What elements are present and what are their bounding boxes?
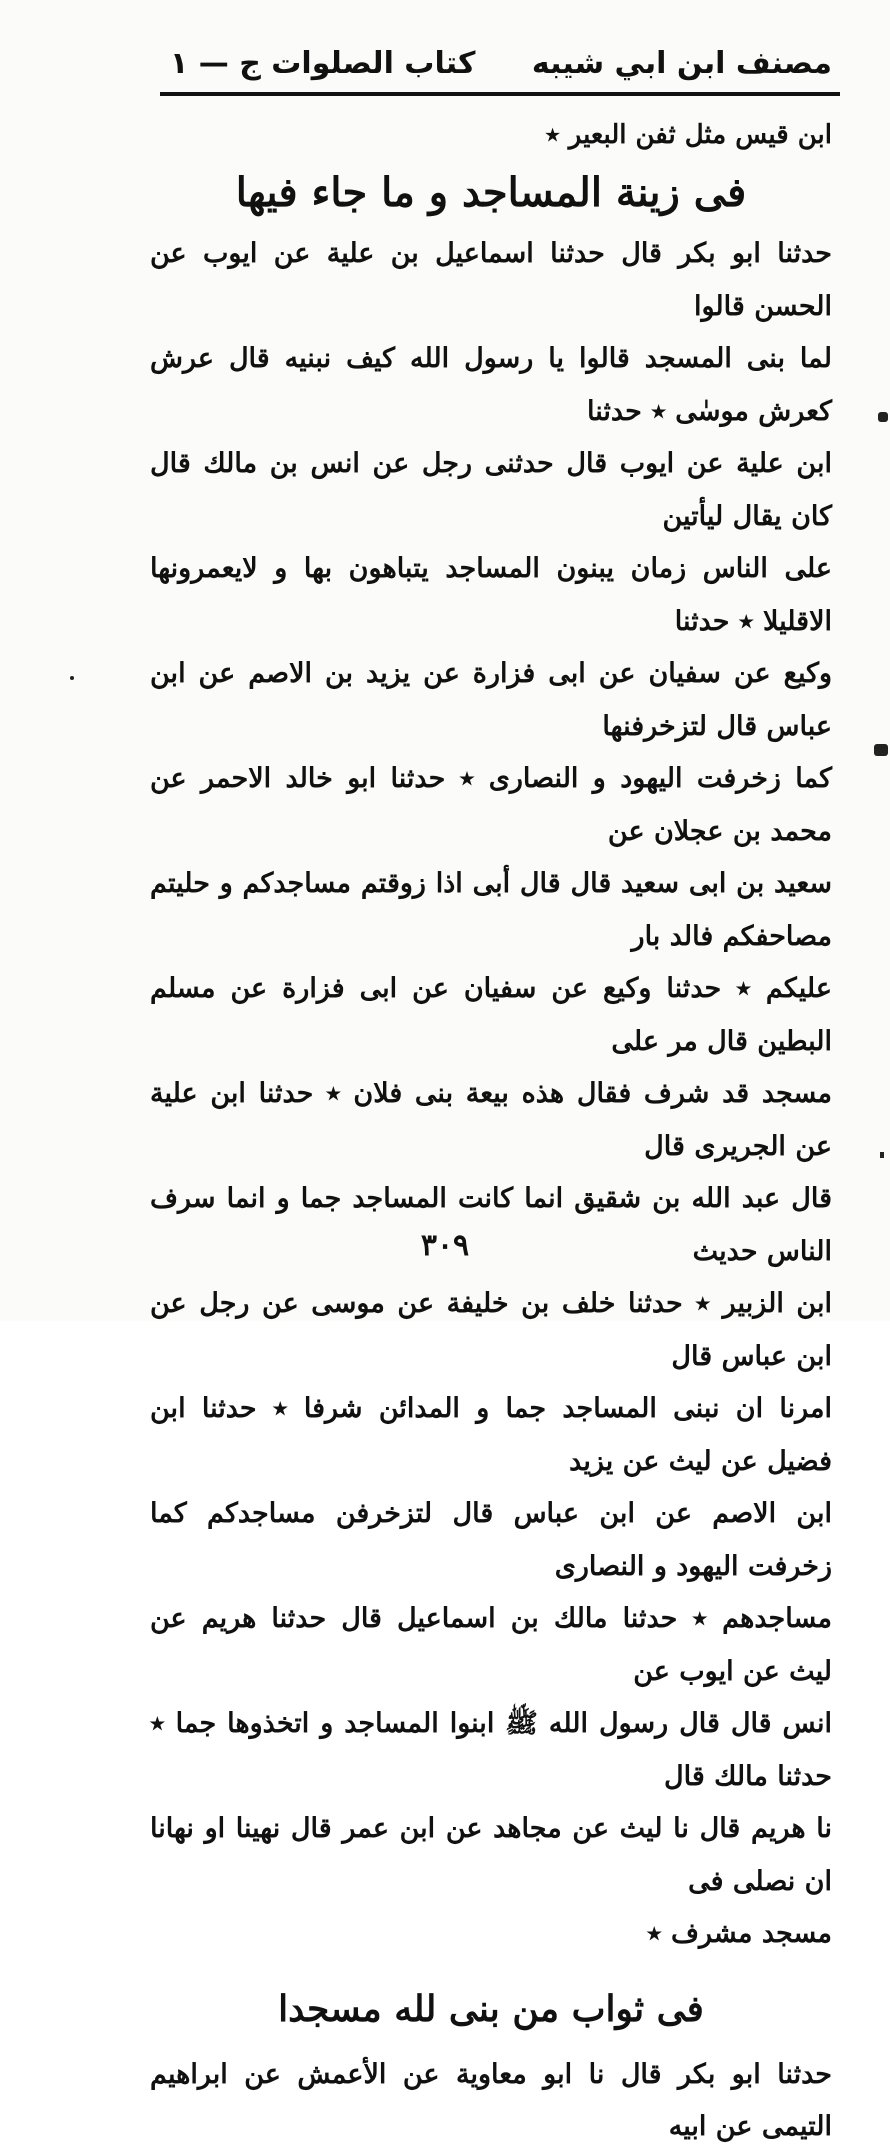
running-title: مصنف ابن ابي شيبه (531, 46, 832, 81)
chapter-heading: فى زينة المساجد و ما جاء فيها (235, 169, 747, 216)
scan-speck (874, 744, 888, 756)
text-line: لما بنى المسجد قالوا يا رسول الله كيف نبنيه قال عرش كعرش موسٰى ٭ حدثنا (150, 343, 832, 427)
text-line: ابن علية عن ايوب قال حدثنى رجل عن انس بن مالك قال كان يقال ليأتين (150, 448, 832, 532)
page-body (150, 112, 832, 2154)
header-rule (160, 92, 840, 96)
text-line: ابن الاصم عن ابن عباس قال لتزخرفن مساجدكم كما زخرفت اليهود و النصارى (150, 1498, 832, 1582)
page-header (160, 40, 840, 96)
section-heading: فى ثواب من بنى لله مسجدا (278, 1987, 704, 2030)
text-line: على الناس زمان يبنون المساجد يتباهون بها و لايعمرونها الاقليلا ٭ حدثنا (150, 553, 832, 637)
text-line: انس قال قال رسول الله ﷺ ابنوا المساجد و اتخذوها جما ٭ حدثنا مالك قال (150, 1708, 832, 1792)
paragraph-2 (150, 2049, 832, 2154)
text-line: قال عبد الله بن شقيق انما كانت المساجد جما و انما سرف الناس حديث (150, 1183, 832, 1267)
text-line: حدثنا ابو بكر قال حدثنا اسماعيل بن علية عن ايوب عن الحسن قالوا (150, 238, 832, 322)
text-line: وكيع عن سفيان عن ابى فزارة عن يزيد بن الاصم عن ابن عباس قال لتزخرفنها (150, 658, 832, 742)
text-line: سعيد بن ابى سعيد قال قال أبى اذا زوقتم مساجدكم و حليتم مصاحفكم فالد بار (150, 868, 832, 952)
paragraph-1 (150, 228, 832, 1961)
page-number: ٣٠٩ (420, 1228, 470, 1263)
text-line: ابن الزبير ٭ حدثنا خلف بن خليفة عن موسى عن رجل عن ابن عباس قال (150, 1288, 832, 1372)
scan-speck (70, 676, 74, 680)
scan-speck (878, 412, 888, 422)
text-line: مساجدهم ٭ حدثنا مالك بن اسماعيل قال حدثنا هريم عن ليث عن ايوب عن (150, 1603, 832, 1687)
text-line: حدثنا ابو بكر قال نا ابو معاوية عن الأعمش عن ابراهيم التيمى عن ابيه (150, 2058, 832, 2142)
carry-over-line: ابن قيس مثل ثفن البعير ٭ (545, 120, 832, 150)
text-line: نا هريم قال نا ليث عن مجاهد عن ابن عمر قال نهينا او نهانا ان نصلى فى (150, 1813, 832, 1897)
text-line: امرنا ان نبنى المساجد جما و المدائن شرفا ٭ حدثنا ابن فضيل عن ليث عن يزيد (150, 1393, 832, 1477)
text-line: عليكم ٭ حدثنا وكيع عن سفيان عن ابى فزارة عن مسلم البطين قال مر على (150, 973, 832, 1057)
text-line: مسجد مشرف ٭ (646, 1918, 832, 1949)
scan-speck (880, 1152, 884, 1158)
text-line: كما زخرفت اليهود و النصارى ٭ حدثنا ابو خالد الاحمر عن محمد بن عجلان عن (150, 763, 832, 847)
text-line: مسجد قد شرف فقال هذه بيعة بنى فلان ٭ حدثنا ابن علية عن الجريرى قال (150, 1078, 832, 1162)
section-title: كتاب الصلوات ج — ١ (170, 46, 476, 81)
